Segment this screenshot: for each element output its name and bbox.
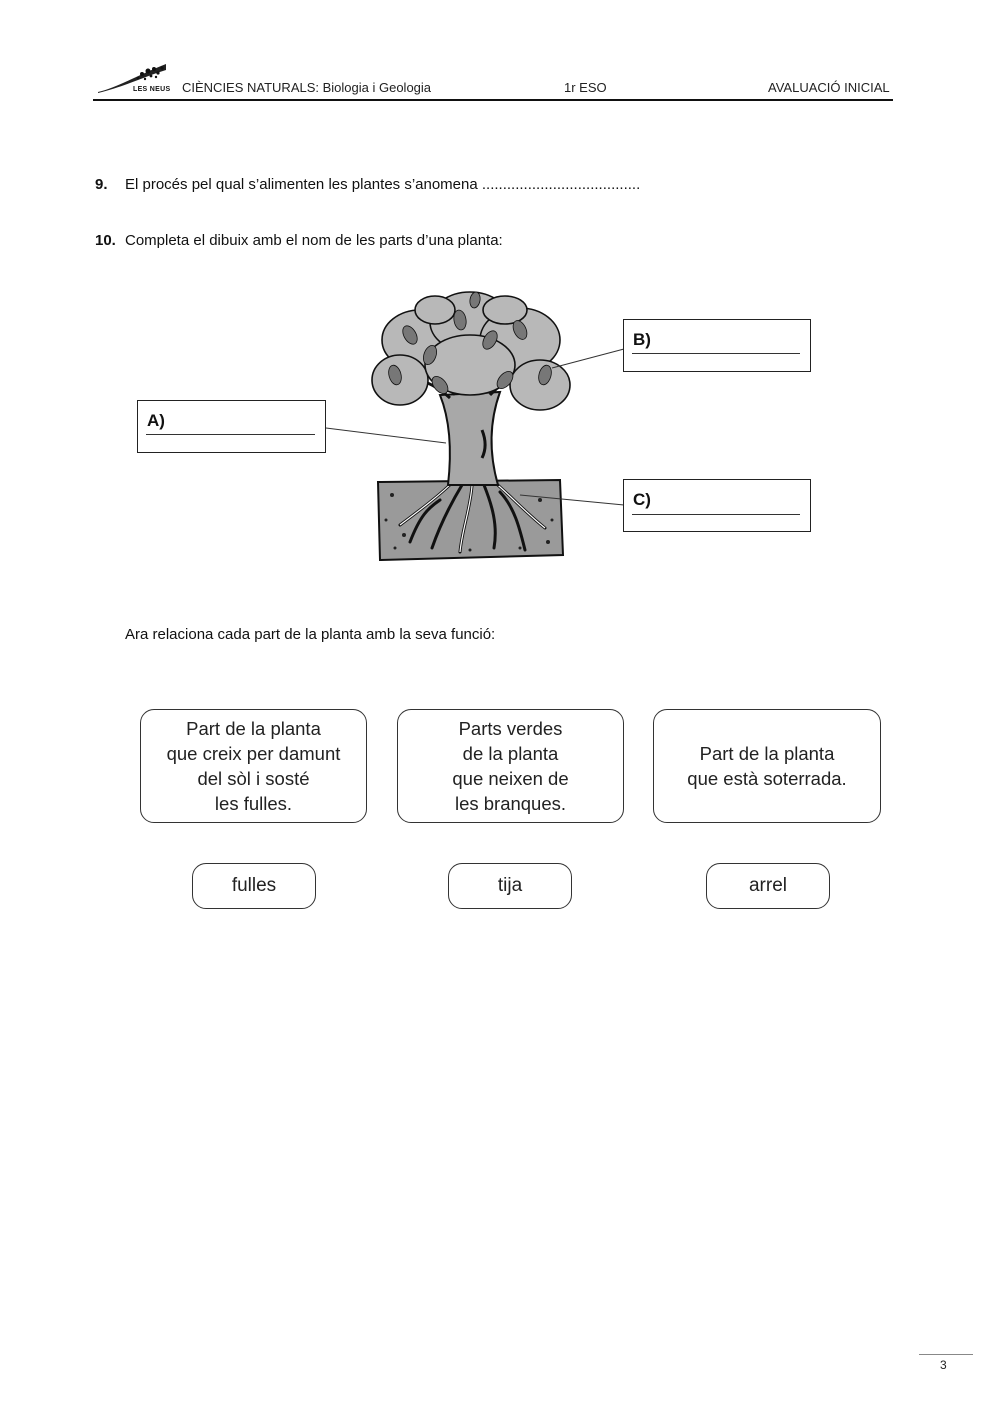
- question-10: [95, 232, 503, 249]
- word-chip-tija[interactable]: tija: [448, 863, 572, 909]
- label-box-a[interactable]: [137, 400, 326, 453]
- question-text: El procés pel qual s’alimenten les plantes s’anomena ......................................: [125, 176, 641, 193]
- function-text: Part de la planta que està soterrada.: [687, 743, 847, 789]
- footer-rule: [919, 1354, 973, 1355]
- answer-line: [632, 353, 800, 354]
- leader-line-a: [326, 428, 446, 443]
- function-card-1[interactable]: [140, 709, 367, 823]
- matching-instruction: Ara relaciona cada part de la planta amb la seva funció:: [125, 626, 496, 643]
- header-rule: [93, 99, 893, 101]
- question-9: [95, 176, 640, 193]
- question-number: 10.: [95, 232, 116, 249]
- trunk-illustration: [440, 392, 500, 485]
- header-course: 1r ESO: [564, 80, 607, 95]
- answer-line: [632, 514, 800, 515]
- function-text: Part de la planta que creix per damunt del sòl i sosté les fulles.: [166, 718, 341, 814]
- question-number: 9.: [95, 176, 108, 193]
- page-number: 3: [940, 1358, 947, 1372]
- function-card-3[interactable]: [653, 709, 881, 823]
- answer-line: [146, 434, 315, 435]
- canopy-illustration: [372, 292, 570, 410]
- label-a-letter: A): [147, 411, 165, 430]
- question-text: Completa el dibuix amb el nom de les parts d’una planta:: [125, 232, 503, 249]
- label-box-c[interactable]: [623, 479, 811, 532]
- header-subject: CIÈNCIES NATURALS: Biologia i Geologia: [182, 80, 432, 95]
- function-card-2[interactable]: [397, 709, 624, 823]
- word-chip-arrel[interactable]: arrel: [706, 863, 830, 909]
- function-text: Parts verdes de la planta que neixen de les branques.: [452, 718, 569, 814]
- school-logo-text: LES NEUS: [133, 86, 171, 93]
- header-exam-title: AVALUACIÓ INICIAL: [768, 80, 890, 95]
- leader-line-b: [552, 349, 624, 368]
- label-b-letter: B): [633, 330, 651, 349]
- label-box-b[interactable]: [623, 319, 811, 372]
- word-chip-fulles[interactable]: fulles: [192, 863, 316, 909]
- label-c-letter: C): [633, 490, 651, 509]
